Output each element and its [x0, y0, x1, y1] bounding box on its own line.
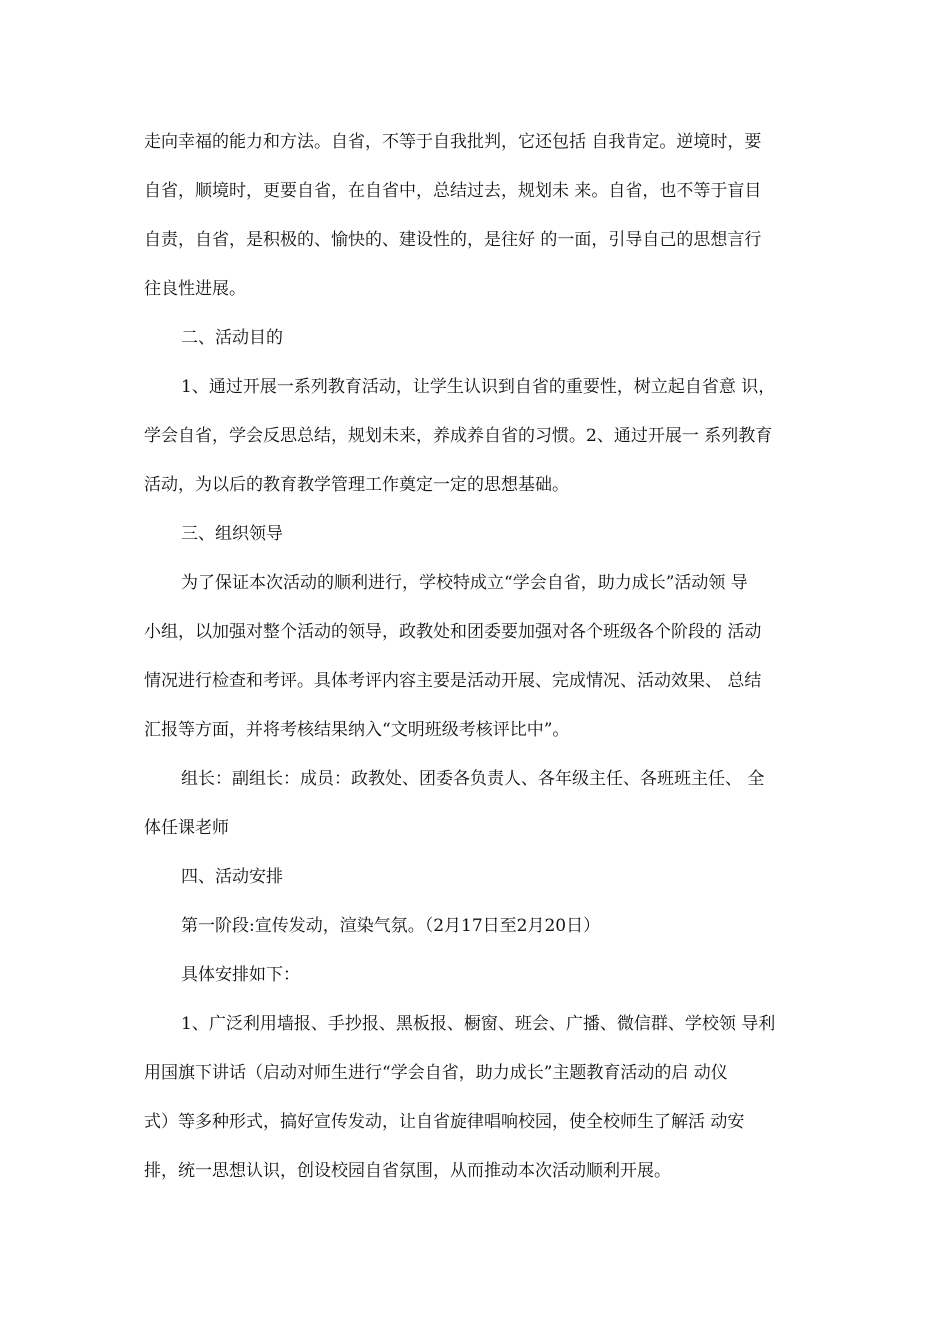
text-line: 情况进行检查和考评。具体考评内容主要是活动开展、完成情况、活动效果、 总结	[144, 671, 762, 691]
text-line: 1、通过开展一系列教育活动，让学生认识到自省的重要性，树立起自省意 识，	[181, 377, 776, 397]
text-line: 自省，顺境时，更要自省，在自省中，总结过去，规划未 来。自省，也不等于盲目	[144, 181, 762, 201]
text-line: 汇报等方面，并将考核结果纳入“文明班级考核评比中”。	[144, 720, 570, 740]
text-line: 自责，自省，是积极的、愉快的、建设性的，是往好 的一面，引导自己的思想言行	[144, 230, 762, 250]
text-line: 式）等多种形式，搞好宣传发动，让自省旋律唱响校园，使全校师生了解活 动安	[144, 1112, 745, 1132]
text-line: 往良性进展。	[144, 279, 246, 299]
text-line: 体任课老师	[144, 818, 229, 838]
section-heading-schedule: 四、活动安排	[181, 867, 283, 887]
text-line: 用国旗下讲话（启动对师生进行“学会自省，助力成长”主题教育活动的启 动仪	[144, 1063, 728, 1083]
text-line: 为了保证本次活动的顺利进行，学校特成立“学会自省，助力成长”活动领 导	[181, 573, 748, 593]
document-body	[144, 118, 824, 1196]
text-line: 排，统一思想认识，创设校园自省氛围，从而推动本次活动顺利开展。	[144, 1161, 671, 1181]
text-line: 学会自省，学会反思总结，规划未来，养成养自省的习惯。2、通过开展一 系列教育	[144, 426, 773, 446]
text-line: 小组，以加强对整个活动的领导，政教处和团委要加强对各个班级各个阶段的 活动	[144, 622, 762, 642]
text-line: 走向幸福的能力和方法。自省，不等于自我批判，它还包括 自我肯定。逆境时，要	[144, 132, 762, 152]
text-line: 具体安排如下：	[181, 965, 300, 985]
text-line: 第一阶段:宣传发动，渲染气氛。（2月17日至2月20日）	[181, 916, 601, 936]
section-heading-leadership: 三、组织领导	[181, 524, 283, 544]
text-line: 活动，为以后的教育教学管理工作奠定一定的思想基础。	[144, 475, 569, 495]
text-line: 1、广泛利用墙报、手抄报、黑板报、橱窗、班会、广播、微信群、学校领 导利	[181, 1014, 776, 1034]
section-heading-purpose: 二、活动目的	[181, 328, 283, 348]
text-line: 组长：副组长：成员：政教处、团委各负责人、各年级主任、各班班主任、 全	[181, 769, 765, 789]
